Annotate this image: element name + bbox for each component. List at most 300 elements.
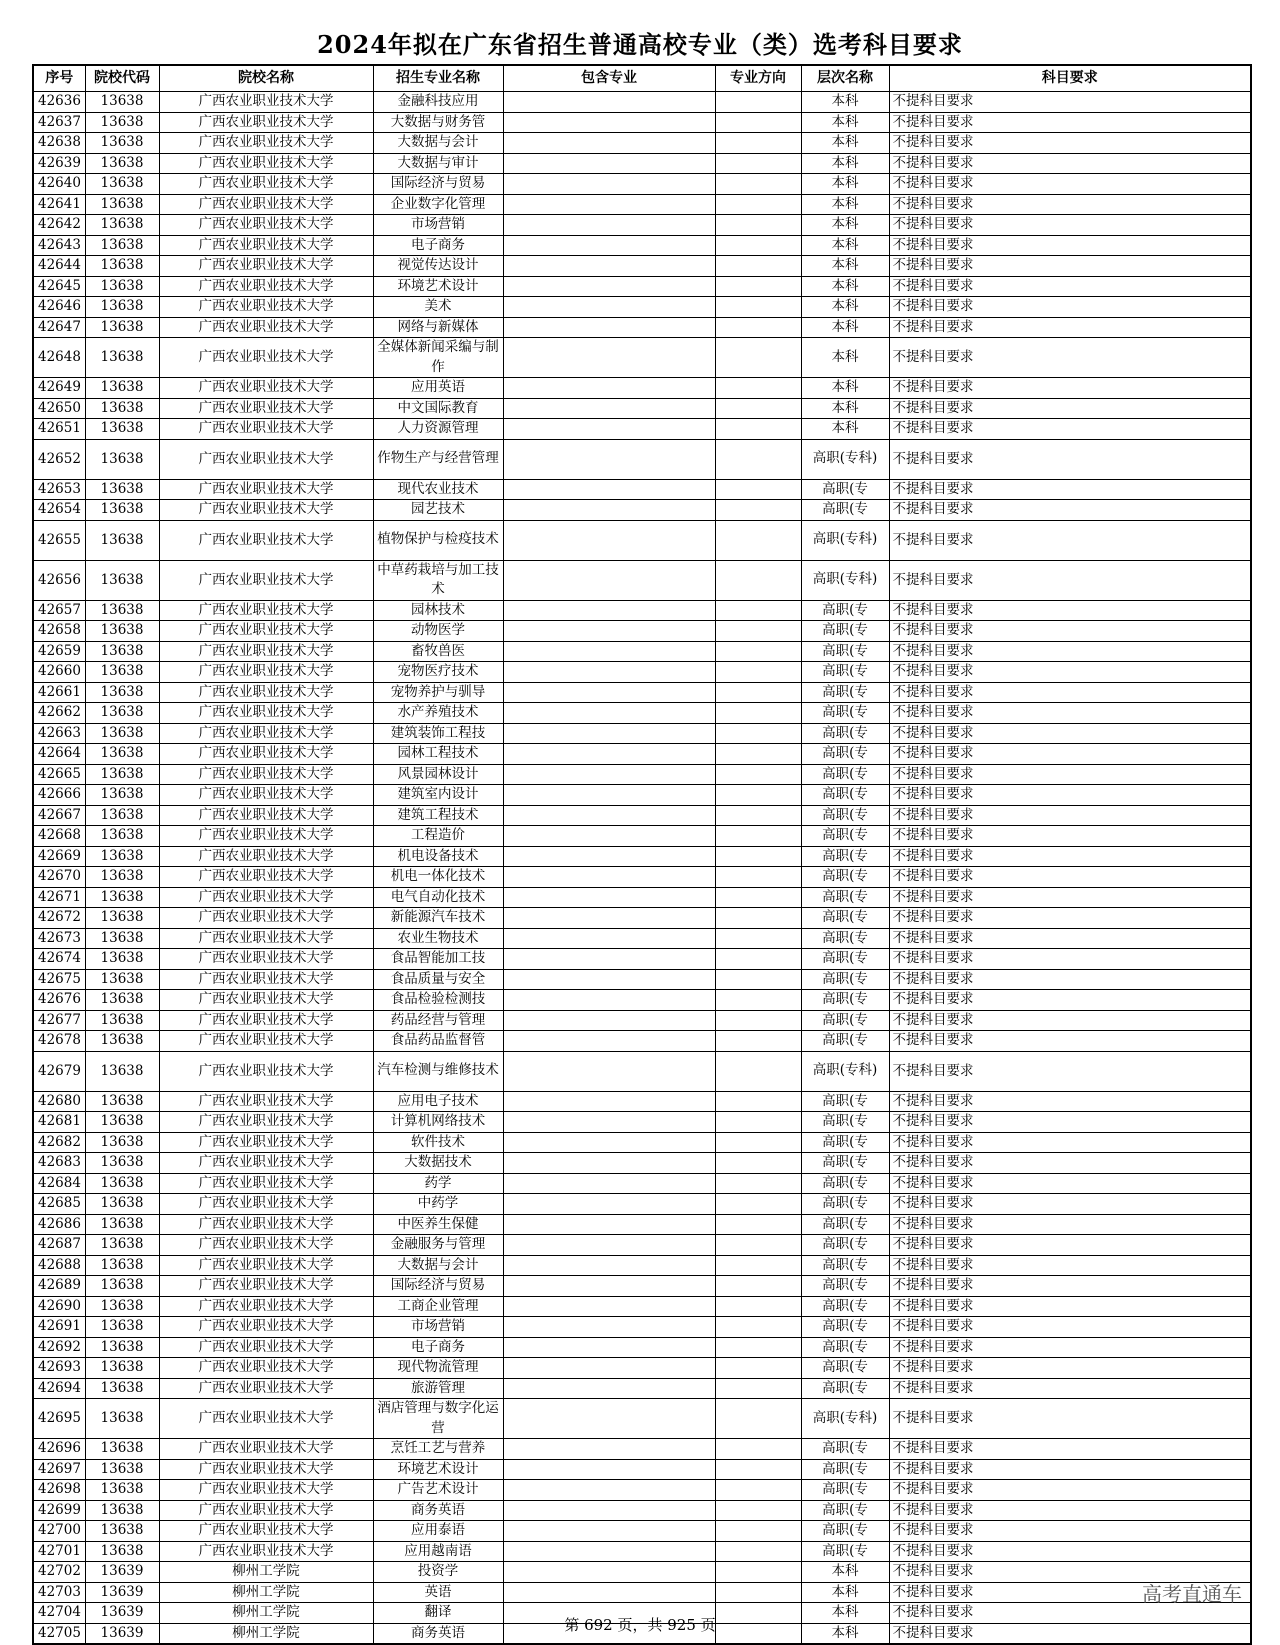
- cell-included-majors: [503, 112, 715, 133]
- cell-seq: 42671: [33, 887, 85, 908]
- cell-level: 高职(专: [801, 641, 889, 662]
- cell-subject-requirement: 不提科目要求: [889, 682, 1251, 703]
- table-row: [33, 641, 1251, 662]
- cell-major-name: 工商企业管理: [373, 1296, 503, 1317]
- cell-seq: 42639: [33, 153, 85, 174]
- cell-major-direction: [715, 826, 801, 847]
- table-row: [33, 887, 1251, 908]
- cell-subject-requirement: 不提科目要求: [889, 928, 1251, 949]
- watermark-text: 高考直通车: [1142, 1582, 1242, 1606]
- cell-major-direction: [715, 479, 801, 500]
- cell-school-code: 13638: [85, 764, 159, 785]
- cell-school-code: 13638: [85, 1255, 159, 1276]
- cell-school-code: 13638: [85, 174, 159, 195]
- table-row: [33, 1399, 1251, 1439]
- cell-school-code: 13638: [85, 520, 159, 560]
- cell-seq: 42645: [33, 276, 85, 297]
- cell-school-code: 13638: [85, 1010, 159, 1031]
- cell-school-name: 广西农业职业技术大学: [159, 1132, 373, 1153]
- cell-included-majors: [503, 990, 715, 1011]
- cell-school-name: 广西农业职业技术大学: [159, 1112, 373, 1133]
- table-row: [33, 621, 1251, 642]
- cell-school-name: 广西农业职业技术大学: [159, 1276, 373, 1297]
- table-row: [33, 1439, 1251, 1460]
- cell-school-name: 广西农业职业技术大学: [159, 1051, 373, 1091]
- cell-major-direction: [715, 785, 801, 806]
- cell-school-name: 广西农业职业技术大学: [159, 520, 373, 560]
- cell-seq: 42664: [33, 744, 85, 765]
- cell-level: 本科: [801, 256, 889, 277]
- cell-school-code: 13638: [85, 1112, 159, 1133]
- cell-major-direction: [715, 398, 801, 419]
- cell-included-majors: [503, 662, 715, 683]
- cell-major-direction: [715, 600, 801, 621]
- cell-school-code: 13638: [85, 867, 159, 888]
- cell-major-name: 翻译: [373, 1603, 503, 1624]
- cell-level: 本科: [801, 133, 889, 154]
- table-row: [33, 174, 1251, 195]
- cell-major-direction: [715, 174, 801, 195]
- cell-subject-requirement: 不提科目要求: [889, 744, 1251, 765]
- cell-included-majors: [503, 174, 715, 195]
- table-row: [33, 1255, 1251, 1276]
- cell-major-direction: [715, 928, 801, 949]
- cell-major-name: 电气自动化技术: [373, 887, 503, 908]
- cell-major-direction: [715, 805, 801, 826]
- cell-subject-requirement: 不提科目要求: [889, 1276, 1251, 1297]
- cell-school-name: 广西农业职业技术大学: [159, 560, 373, 600]
- cell-school-name: 柳州工学院: [159, 1562, 373, 1583]
- cell-school-code: 13638: [85, 1500, 159, 1521]
- cell-major-direction: [715, 1296, 801, 1317]
- header-major-direction: 专业方向: [715, 65, 801, 92]
- cell-school-code: 13638: [85, 949, 159, 970]
- cell-included-majors: [503, 1153, 715, 1174]
- cell-included-majors: [503, 621, 715, 642]
- cell-included-majors: [503, 1010, 715, 1031]
- table-row: [33, 867, 1251, 888]
- cell-seq: 42686: [33, 1214, 85, 1235]
- cell-seq: 42675: [33, 969, 85, 990]
- cell-level: 高职(专: [801, 703, 889, 724]
- cell-school-name: 广西农业职业技术大学: [159, 1031, 373, 1052]
- table-row: [33, 1194, 1251, 1215]
- header-subject-requirement: 科目要求: [889, 65, 1251, 92]
- cell-subject-requirement: 不提科目要求: [889, 1378, 1251, 1399]
- cell-seq: 42636: [33, 92, 85, 113]
- cell-included-majors: [503, 1459, 715, 1480]
- cell-included-majors: [503, 398, 715, 419]
- cell-subject-requirement: 不提科目要求: [889, 1214, 1251, 1235]
- cell-major-direction: [715, 744, 801, 765]
- table-row: [33, 1582, 1251, 1603]
- table-row: [33, 1091, 1251, 1112]
- cell-level: 高职(专: [801, 1010, 889, 1031]
- cell-seq: 42666: [33, 785, 85, 806]
- cell-seq: 42695: [33, 1399, 85, 1439]
- cell-major-name: 广告艺术设计: [373, 1480, 503, 1501]
- cell-included-majors: [503, 338, 715, 378]
- cell-level: 高职(专科): [801, 520, 889, 560]
- cell-seq: 42655: [33, 520, 85, 560]
- cell-school-name: 广西农业职业技术大学: [159, 1337, 373, 1358]
- cell-school-code: 13638: [85, 621, 159, 642]
- cell-school-code: 13638: [85, 744, 159, 765]
- cell-seq: 42676: [33, 990, 85, 1011]
- cell-level: 高职(专: [801, 1214, 889, 1235]
- cell-major-direction: [715, 153, 801, 174]
- cell-major-name: 药学: [373, 1173, 503, 1194]
- cell-subject-requirement: 不提科目要求: [889, 1459, 1251, 1480]
- cell-major-direction: [715, 990, 801, 1011]
- cell-seq: 42669: [33, 846, 85, 867]
- cell-major-name: 商务英语: [373, 1623, 503, 1644]
- cell-level: 高职(专: [801, 1235, 889, 1256]
- cell-school-name: 广西农业职业技术大学: [159, 276, 373, 297]
- header-seq: 序号: [33, 65, 85, 92]
- cell-seq: 42689: [33, 1276, 85, 1297]
- cell-major-direction: [715, 1521, 801, 1542]
- header-major-name: 招生专业名称: [373, 65, 503, 92]
- cell-included-majors: [503, 560, 715, 600]
- cell-major-direction: [715, 1091, 801, 1112]
- cell-school-name: 广西农业职业技术大学: [159, 174, 373, 195]
- cell-major-direction: [715, 1337, 801, 1358]
- cell-included-majors: [503, 1521, 715, 1542]
- cell-subject-requirement: 不提科目要求: [889, 1480, 1251, 1501]
- cell-school-code: 13638: [85, 439, 159, 479]
- cell-school-name: 广西农业职业技术大学: [159, 1439, 373, 1460]
- cell-school-name: 广西农业职业技术大学: [159, 297, 373, 318]
- cell-school-name: 广西农业职业技术大学: [159, 1500, 373, 1521]
- cell-level: 本科: [801, 92, 889, 113]
- cell-major-direction: [715, 1276, 801, 1297]
- cell-school-name: 广西农业职业技术大学: [159, 1541, 373, 1562]
- cell-major-name: 大数据与会计: [373, 1255, 503, 1276]
- cell-seq: 42691: [33, 1317, 85, 1338]
- table-row: [33, 600, 1251, 621]
- cell-school-name: 广西农业职业技术大学: [159, 805, 373, 826]
- cell-school-name: 广西农业职业技术大学: [159, 1317, 373, 1338]
- cell-school-code: 13638: [85, 419, 159, 440]
- cell-school-code: 13638: [85, 194, 159, 215]
- cell-major-direction: [715, 1439, 801, 1460]
- cell-subject-requirement: 不提科目要求: [889, 846, 1251, 867]
- cell-subject-requirement: 不提科目要求: [889, 479, 1251, 500]
- cell-school-name: 广西农业职业技术大学: [159, 1091, 373, 1112]
- cell-seq: 42646: [33, 297, 85, 318]
- cell-school-code: 13638: [85, 1296, 159, 1317]
- table-row: [33, 1317, 1251, 1338]
- cell-level: 高职(专: [801, 867, 889, 888]
- cell-level: 高职(专: [801, 1173, 889, 1194]
- cell-school-name: 广西农业职业技术大学: [159, 990, 373, 1011]
- cell-seq: 42670: [33, 867, 85, 888]
- cell-school-code: 13638: [85, 1521, 159, 1542]
- table-row: [33, 1459, 1251, 1480]
- cell-school-code: 13638: [85, 317, 159, 338]
- cell-school-code: 13638: [85, 378, 159, 399]
- cell-major-name: 企业数字化管理: [373, 194, 503, 215]
- cell-school-code: 13638: [85, 1378, 159, 1399]
- cell-major-direction: [715, 1459, 801, 1480]
- cell-school-name: 广西农业职业技术大学: [159, 1358, 373, 1379]
- cell-subject-requirement: 不提科目要求: [889, 276, 1251, 297]
- table-row: [33, 1541, 1251, 1562]
- cell-school-name: 广西农业职业技术大学: [159, 641, 373, 662]
- cell-seq: 42680: [33, 1091, 85, 1112]
- cell-major-name: 园林工程技术: [373, 744, 503, 765]
- table-row: [33, 276, 1251, 297]
- cell-subject-requirement: 不提科目要求: [889, 662, 1251, 683]
- cell-school-code: 13638: [85, 297, 159, 318]
- table-body: [33, 92, 1251, 1645]
- cell-major-name: 环境艺术设计: [373, 276, 503, 297]
- cell-school-code: 13638: [85, 1051, 159, 1091]
- cell-included-majors: [503, 235, 715, 256]
- cell-level: 本科: [801, 112, 889, 133]
- cell-school-name: 广西农业职业技术大学: [159, 133, 373, 154]
- table-row: [33, 1276, 1251, 1297]
- cell-major-name: 食品质量与安全: [373, 969, 503, 990]
- table-row: [33, 133, 1251, 154]
- header-school-code: 院校代码: [85, 65, 159, 92]
- cell-seq: 42638: [33, 133, 85, 154]
- cell-major-name: 人力资源管理: [373, 419, 503, 440]
- cell-school-name: 广西农业职业技术大学: [159, 662, 373, 683]
- cell-subject-requirement: 不提科目要求: [889, 1153, 1251, 1174]
- cell-subject-requirement: 不提科目要求: [889, 317, 1251, 338]
- header-included-majors: 包含专业: [503, 65, 715, 92]
- cell-school-code: 13638: [85, 1194, 159, 1215]
- table-row: [33, 723, 1251, 744]
- cell-seq: 42643: [33, 235, 85, 256]
- cell-included-majors: [503, 805, 715, 826]
- cell-subject-requirement: 不提科目要求: [889, 153, 1251, 174]
- cell-major-name: 金融科技应用: [373, 92, 503, 113]
- cell-school-code: 13638: [85, 641, 159, 662]
- cell-major-direction: [715, 662, 801, 683]
- cell-level: 高职(专: [801, 1521, 889, 1542]
- header-school-name: 院校名称: [159, 65, 373, 92]
- cell-subject-requirement: 不提科目要求: [889, 256, 1251, 277]
- cell-school-name: 广西农业职业技术大学: [159, 338, 373, 378]
- cell-major-direction: [715, 703, 801, 724]
- cell-school-code: 13638: [85, 276, 159, 297]
- cell-major-name: 工程造价: [373, 826, 503, 847]
- cell-level: 高职(专: [801, 949, 889, 970]
- cell-school-code: 13638: [85, 235, 159, 256]
- cell-subject-requirement: 不提科目要求: [889, 1358, 1251, 1379]
- cell-school-name: 广西农业职业技术大学: [159, 419, 373, 440]
- cell-subject-requirement: 不提科目要求: [889, 1235, 1251, 1256]
- cell-major-name: 风景园林设计: [373, 764, 503, 785]
- cell-included-majors: [503, 215, 715, 236]
- table-row: [33, 1358, 1251, 1379]
- cell-major-direction: [715, 317, 801, 338]
- cell-included-majors: [503, 1378, 715, 1399]
- table-row: [33, 112, 1251, 133]
- cell-school-name: 广西农业职业技术大学: [159, 846, 373, 867]
- cell-seq: 42701: [33, 1541, 85, 1562]
- cell-level: 本科: [801, 398, 889, 419]
- cell-major-direction: [715, 92, 801, 113]
- cell-included-majors: [503, 1031, 715, 1052]
- cell-subject-requirement: 不提科目要求: [889, 419, 1251, 440]
- cell-school-name: 广西农业职业技术大学: [159, 600, 373, 621]
- cell-school-code: 13638: [85, 703, 159, 724]
- cell-school-code: 13638: [85, 600, 159, 621]
- cell-school-code: 13638: [85, 1235, 159, 1256]
- cell-school-name: 广西农业职业技术大学: [159, 1173, 373, 1194]
- cell-level: 本科: [801, 174, 889, 195]
- cell-subject-requirement: 不提科目要求: [889, 1194, 1251, 1215]
- table-row: [33, 1521, 1251, 1542]
- cell-school-name: 广西农业职业技术大学: [159, 317, 373, 338]
- cell-major-direction: [715, 215, 801, 236]
- cell-included-majors: [503, 1173, 715, 1194]
- cell-included-majors: [503, 276, 715, 297]
- cell-seq: 42658: [33, 621, 85, 642]
- cell-seq: 42672: [33, 908, 85, 929]
- cell-seq: 42702: [33, 1562, 85, 1583]
- table-row: [33, 500, 1251, 521]
- cell-school-code: 13638: [85, 92, 159, 113]
- cell-subject-requirement: 不提科目要求: [889, 1173, 1251, 1194]
- cell-level: 本科: [801, 194, 889, 215]
- cell-included-majors: [503, 500, 715, 521]
- cell-school-name: 广西农业职业技术大学: [159, 235, 373, 256]
- cell-included-majors: [503, 1194, 715, 1215]
- cell-school-name: 广西农业职业技术大学: [159, 439, 373, 479]
- cell-major-name: 药品经营与管理: [373, 1010, 503, 1031]
- cell-school-code: 13638: [85, 785, 159, 806]
- cell-subject-requirement: 不提科目要求: [889, 92, 1251, 113]
- cell-major-name: 英语: [373, 1582, 503, 1603]
- table-row: [33, 826, 1251, 847]
- cell-subject-requirement: 不提科目要求: [889, 1255, 1251, 1276]
- cell-major-name: 建筑工程技术: [373, 805, 503, 826]
- cell-subject-requirement: 不提科目要求: [889, 378, 1251, 399]
- table-row: [33, 1235, 1251, 1256]
- table-row: [33, 215, 1251, 236]
- cell-included-majors: [503, 317, 715, 338]
- cell-subject-requirement: 不提科目要求: [889, 174, 1251, 195]
- cell-major-direction: [715, 1378, 801, 1399]
- cell-level: 本科: [801, 215, 889, 236]
- cell-subject-requirement: 不提科目要求: [889, 133, 1251, 154]
- table-row: [33, 949, 1251, 970]
- cell-included-majors: [503, 153, 715, 174]
- cell-level: 本科: [801, 317, 889, 338]
- cell-major-name: 宠物养护与驯导: [373, 682, 503, 703]
- cell-major-direction: [715, 439, 801, 479]
- cell-level: 高职(专: [801, 990, 889, 1011]
- cell-seq: 42673: [33, 928, 85, 949]
- cell-major-direction: [715, 1358, 801, 1379]
- cell-level: 本科: [801, 1562, 889, 1583]
- cell-major-name: 食品药品监督管: [373, 1031, 503, 1052]
- cell-subject-requirement: 不提科目要求: [889, 1562, 1251, 1583]
- cell-level: 高职(专: [801, 1132, 889, 1153]
- cell-included-majors: [503, 928, 715, 949]
- cell-major-direction: [715, 419, 801, 440]
- cell-major-name: 农业生物技术: [373, 928, 503, 949]
- cell-included-majors: [503, 1358, 715, 1379]
- cell-subject-requirement: 不提科目要求: [889, 805, 1251, 826]
- cell-level: 高职(专: [801, 887, 889, 908]
- cell-major-name: 大数据与会计: [373, 133, 503, 154]
- table-row: [33, 1132, 1251, 1153]
- cell-major-name: 中医养生保健: [373, 1214, 503, 1235]
- cell-included-majors: [503, 785, 715, 806]
- cell-seq: 42699: [33, 1500, 85, 1521]
- cell-major-direction: [715, 1194, 801, 1215]
- cell-subject-requirement: 不提科目要求: [889, 1317, 1251, 1338]
- cell-major-direction: [715, 764, 801, 785]
- cell-major-name: 大数据与审计: [373, 153, 503, 174]
- cell-level: 高职(专: [801, 662, 889, 683]
- cell-school-code: 13638: [85, 1031, 159, 1052]
- cell-seq: 42704: [33, 1603, 85, 1624]
- cell-major-name: 市场营销: [373, 215, 503, 236]
- cell-subject-requirement: 不提科目要求: [889, 1623, 1251, 1644]
- cell-seq: 42697: [33, 1459, 85, 1480]
- table-row: [33, 846, 1251, 867]
- cell-major-name: 美术: [373, 297, 503, 318]
- cell-school-name: 广西农业职业技术大学: [159, 887, 373, 908]
- cell-level: 高职(专: [801, 785, 889, 806]
- table-row: [33, 317, 1251, 338]
- cell-seq: 42659: [33, 641, 85, 662]
- cell-seq: 42678: [33, 1031, 85, 1052]
- cell-major-direction: [715, 887, 801, 908]
- cell-major-direction: [715, 194, 801, 215]
- cell-major-name: 大数据与财务管: [373, 112, 503, 133]
- cell-major-name: 旅游管理: [373, 1378, 503, 1399]
- cell-major-direction: [715, 1132, 801, 1153]
- cell-major-direction: [715, 1153, 801, 1174]
- cell-seq: 42668: [33, 826, 85, 847]
- cell-school-name: 广西农业职业技术大学: [159, 1459, 373, 1480]
- cell-major-name: 动物医学: [373, 621, 503, 642]
- cell-included-majors: [503, 1296, 715, 1317]
- cell-seq: 42663: [33, 723, 85, 744]
- cell-subject-requirement: 不提科目要求: [889, 703, 1251, 724]
- cell-subject-requirement: 不提科目要求: [889, 1031, 1251, 1052]
- cell-subject-requirement: 不提科目要求: [889, 723, 1251, 744]
- cell-included-majors: [503, 969, 715, 990]
- cell-major-direction: [715, 867, 801, 888]
- cell-school-code: 13638: [85, 1173, 159, 1194]
- cell-included-majors: [503, 439, 715, 479]
- cell-major-direction: [715, 276, 801, 297]
- cell-subject-requirement: 不提科目要求: [889, 990, 1251, 1011]
- cell-school-code: 13638: [85, 560, 159, 600]
- cell-level: 高职(专科): [801, 1399, 889, 1439]
- cell-school-name: 广西农业职业技术大学: [159, 682, 373, 703]
- cell-school-code: 13638: [85, 500, 159, 521]
- cell-major-direction: [715, 256, 801, 277]
- cell-level: 本科: [801, 297, 889, 318]
- cell-major-direction: [715, 133, 801, 154]
- table-row: [33, 378, 1251, 399]
- cell-level: 高职(专: [801, 1358, 889, 1379]
- cell-included-majors: [503, 641, 715, 662]
- cell-school-name: 广西农业职业技术大学: [159, 1194, 373, 1215]
- cell-included-majors: [503, 256, 715, 277]
- cell-major-name: 植物保护与检疫技术: [373, 520, 503, 560]
